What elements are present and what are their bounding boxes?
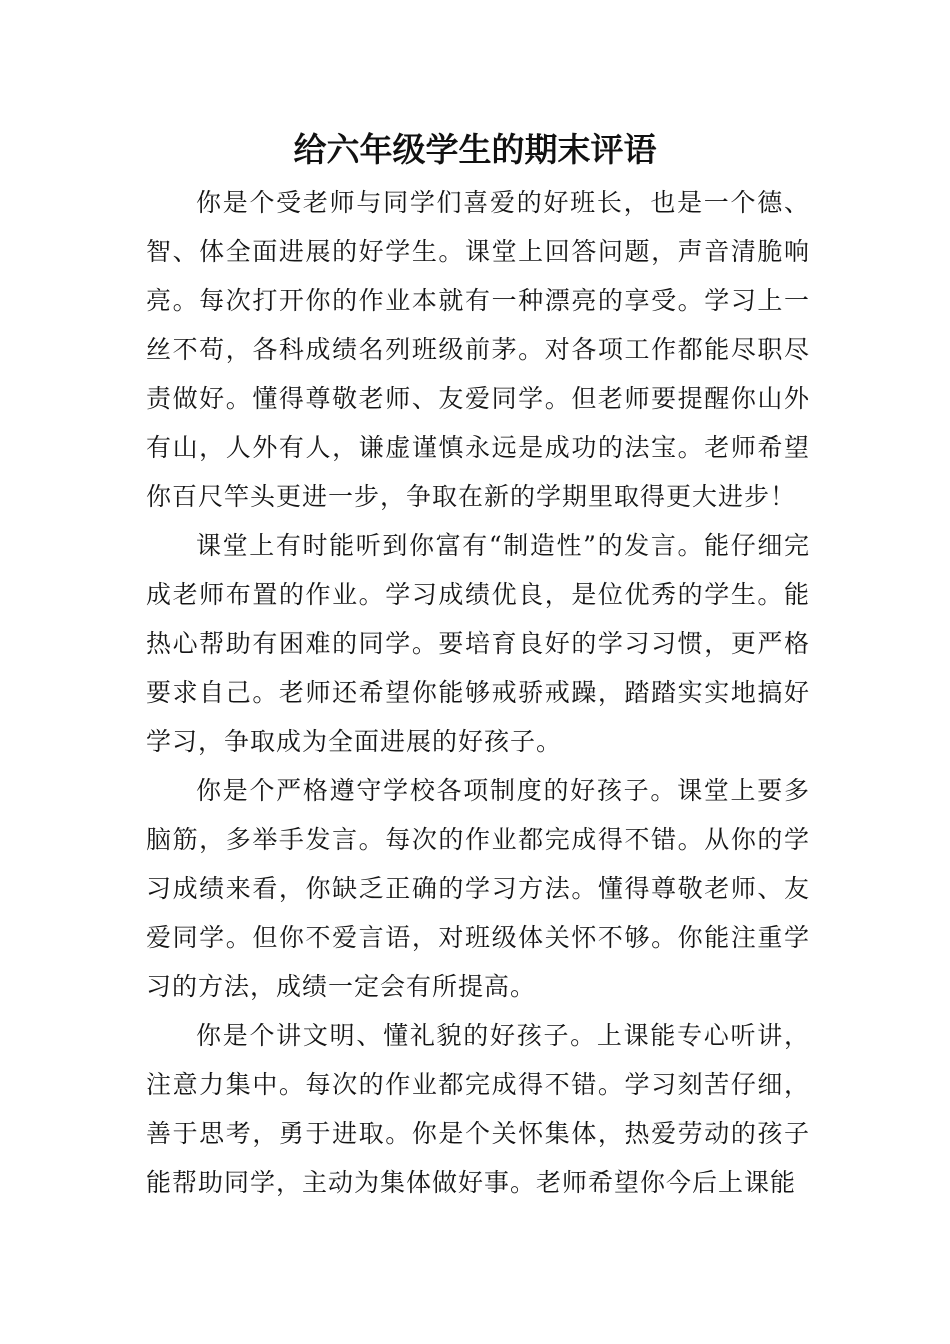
paragraph-3: 你是个严格遵守学校各项制度的好孩子。课堂上要多脑筋，多举手发言。每次的作业都完成得不错。从你的学习成绩来看，你缺乏正确的学习方法。懂得尊敬老师、友爱同学。但你不爱言语，对班级体关怀不够。你能注重学习的方法，成绩一定会有所提高。 [146, 776, 810, 1001]
paragraph-2: 课堂上有时能听到你富有“制造性”的发言。能仔细完成老师布置的作业。学习成绩优良，是位优秀的学生。能热心帮助有困难的同学。要培育良好的学习习惯，更严格要求自己。老师还希望你能够戒骄戒躁，踏踏实实地搞好学习，争取成为全面进展的好孩子。 [146, 531, 810, 756]
document-title: 给六年级学生的期末评语 [293, 130, 657, 169]
paragraph-1: 你是个受老师与同学们喜爱的好班长，也是一个德、智、体全面进展的好学生。课堂上回答问题，声音清脆响亮。每次打开你的作业本就有一种漂亮的享受。学习上一丝不苟，各科成绩名列班级前茅。对各项工作都能尽职尽责做好。懂得尊敬老师、友爱同学。但老师要提醒你山外有山，人外有人，谦虚谨慎永远是成功的法宝。老师希望你百尺竿头更进一步，争取在新的学期里取得更大进步！ [146, 188, 810, 511]
paragraph-4: 你是个讲文明、懂礼貌的好孩子。上课能专心听讲，注意力集中。每次的作业都完成得不错。学习刻苦仔细，善于思考，勇于进取。你是个关怀集体，热爱劳动的孩子能帮助同学，主动为集体做好事。老师希望你今后上课能 [146, 1021, 810, 1197]
document-body [146, 178, 810, 1207]
